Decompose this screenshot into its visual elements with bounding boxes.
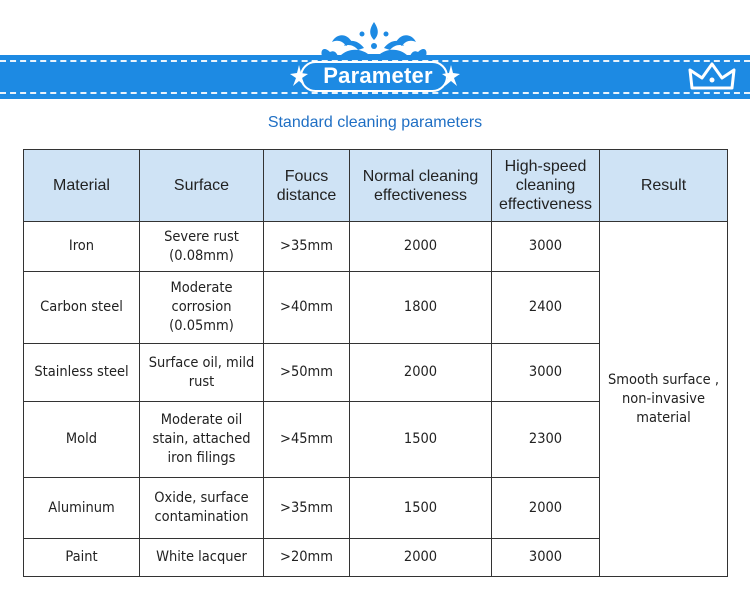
cell-material: Carbon steel (24, 272, 140, 344)
cell-high-speed: 3000 (492, 344, 600, 402)
column-header-distance: Foucs distance (264, 150, 350, 222)
cell-normal: 1500 (350, 478, 492, 539)
column-header-high-speed: High-speed cleaning effectiveness (492, 150, 600, 222)
cell-distance: >35mm (264, 222, 350, 272)
cell-result: Smooth surface , non-invasive material (600, 222, 728, 577)
cell-distance: >35mm (264, 478, 350, 539)
page-title: Parameter (323, 63, 433, 88)
parameter-table (23, 149, 728, 577)
cell-high-speed: 3000 (492, 539, 600, 577)
cell-surface: Severe rust (0.08mm) (140, 222, 264, 272)
cell-high-speed: 2000 (492, 478, 600, 539)
table-row (24, 222, 728, 272)
cell-surface: White lacquer (140, 539, 264, 577)
column-header-surface: Surface (140, 150, 264, 222)
cell-distance: >45mm (264, 402, 350, 478)
table-subtitle: Standard cleaning parameters (267, 114, 483, 131)
crown-icon (688, 62, 736, 92)
cell-material: Aluminum (24, 478, 140, 539)
cell-material: Mold (24, 402, 140, 478)
cell-distance: >40mm (264, 272, 350, 344)
star-icon (289, 64, 309, 88)
table-header-row (24, 150, 728, 222)
cell-normal: 1800 (350, 272, 492, 344)
cell-material: Iron (24, 222, 140, 272)
cell-surface: Moderate corrosion (0.05mm) (140, 272, 264, 344)
cell-distance: >50mm (264, 344, 350, 402)
cell-normal: 1500 (350, 402, 492, 478)
ornament-icon (318, 18, 430, 60)
cell-surface: Oxide, surface contamination (140, 478, 264, 539)
cell-material: Paint (24, 539, 140, 577)
column-header-material: Material (24, 150, 140, 222)
cell-surface: Surface oil, mild rust (140, 344, 264, 402)
cell-material: Stainless steel (24, 344, 140, 402)
column-header-normal: Normal cleaning effectiveness (350, 150, 492, 222)
cell-normal: 2000 (350, 344, 492, 402)
cell-distance: >20mm (264, 539, 350, 577)
cell-normal: 2000 (350, 222, 492, 272)
cell-high-speed: 3000 (492, 222, 600, 272)
column-header-result: Result (600, 150, 728, 222)
star-icon (441, 64, 461, 88)
cell-normal: 2000 (350, 539, 492, 577)
cell-high-speed: 2400 (492, 272, 600, 344)
cell-high-speed: 2300 (492, 402, 600, 478)
cell-surface: Moderate oil stain, attached iron filings (140, 402, 264, 478)
